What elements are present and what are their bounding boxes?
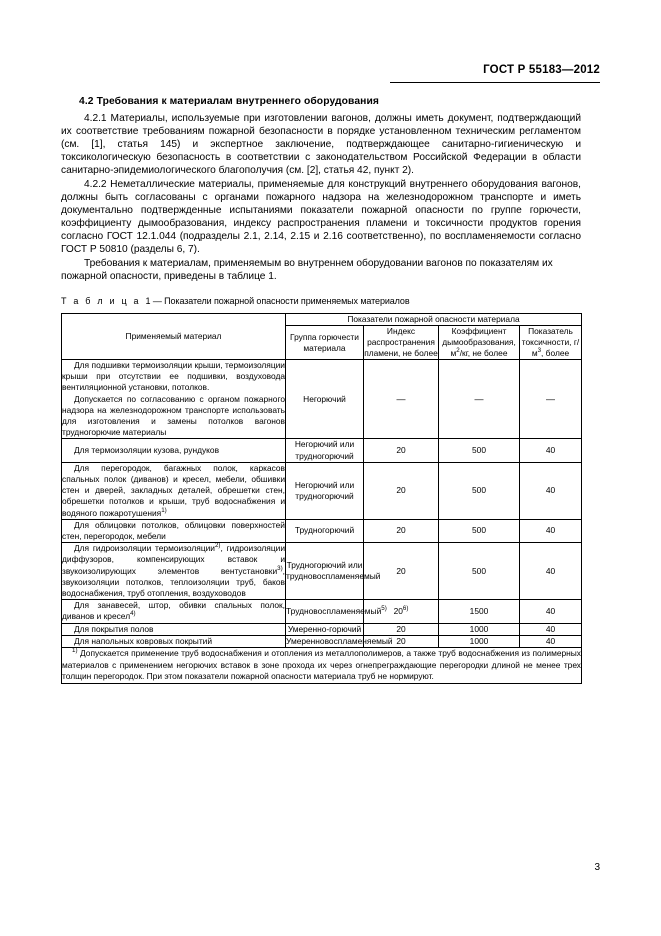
table-footnote [62,648,582,684]
cell-combustibility-group: Негорючий или трудногорючий [286,462,364,519]
cell-material [62,543,286,600]
table-footnote-row [62,648,582,684]
cell-combustibility-group: Трудногорючий [286,519,364,542]
standard-identifier: ГОСТ Р 55183—2012 [483,64,600,76]
footnote-paragraph [62,648,581,683]
cell-material [62,600,286,623]
cell-toxicity: 40 [520,462,582,519]
header-combustibility-group: Группа горючести материала [286,326,364,360]
table-caption-number: 1 [145,296,151,306]
material-text: Для гидроизоляции термоизоляции [74,543,215,554]
fire-hazard-table [61,313,582,684]
cell-smoke-coefficient: 500 [439,439,520,462]
material-text: Для занавесей, штор, обивки спальных полок, диванов и кресел [62,600,285,622]
cell-toxicity: 40 [520,635,582,647]
table-head [62,314,582,360]
cell-smoke-coefficient: 1000 [439,623,520,635]
cell-smoke-coefficient: 500 [439,543,520,600]
header-tox-line3: , более [541,348,570,358]
footnote-marker: 4) [130,610,136,618]
material-text-line: Для напольных ковровых покрытий [74,635,213,646]
table-row [62,439,582,462]
cell-material [62,439,286,462]
cell-combustibility-group: Умеренновоспламеняемый [286,635,393,646]
header-smoke-exponent: 2 [456,347,460,355]
cell-smoke-coefficient: 1500 [439,600,520,623]
material-text-line: Для облицовки потолков, облицовки поверхностей стен, перегородок, мебели [62,519,285,542]
header-flame-spread-index: Индекс распространения пламени, не более [364,326,438,358]
cell-toxicity: 40 [520,439,582,462]
cell-toxicity: — [520,360,582,439]
cell-material [62,623,286,635]
cell-material [62,519,286,542]
cell-flame-spread: — [364,360,439,439]
cell-combustibility-group: Негорючий [286,360,364,439]
cell-smoke-coefficient: — [439,360,520,439]
material-text-line [62,543,285,599]
cell-toxicity: 40 [520,519,582,542]
header-rule [390,82,600,83]
material-text-line: Для покрытия полов [74,623,154,634]
header-smoke-unit: м [450,348,457,358]
cell-flame-spread: 20 [364,543,439,600]
material-text-line [62,463,285,519]
cell-material [62,360,286,439]
table-row [62,543,582,600]
paragraph-table-ref: Требования к материалам, применяемым во внутреннем оборудовании вагонов по показателям их пожарной опасности, приведены в таблице 1. [61,258,553,283]
cell-material [62,462,286,519]
cell-smoke-coefficient: 500 [439,519,520,542]
table-caption [61,296,410,306]
material-text-line: Для подшивки термоизоляции крыши, термоизоляции крыши при отсутствии ее подшивки, воздуховода вентиляционной установки, потолков. [62,360,285,393]
table-body [62,360,582,684]
cell-toxicity: 40 [520,600,582,623]
cell-material [62,635,286,647]
material-text-line: Для термоизоляции кузова, рундуков [74,445,220,456]
header-smoke-line1: Коэффициент дымообразования, [442,326,516,347]
header-smoke-coefficient [439,326,520,360]
document-header [0,60,661,78]
footnote-marker: 3) [277,564,283,572]
cell-combustibility-group: Трудногорючий или трудновоспламеняемый [286,543,364,600]
footnote-text: Допускается применение труб водоснабжения и отопления из металлополимеров, а также труб водоснабжения из полимерных материалов с применением негорючих вставок в зоне прохода их через огнепреграждающие перегородки длиной не менее трех толщин перегородок. При этом показатели пожарной опасности материала труб не нормируют. [62,648,581,682]
cell-flame-spread: 20 [364,519,439,542]
table-row [62,519,582,542]
cell-combustibility-group: Умеренно-горючий [286,623,364,635]
material-text-line: Допускается по согласованию с органом пожарного надзора на железнодорожном транспорте использовать для изготовления и замены потолков вагонов трудногорючие материалы [62,393,285,438]
page-number: 3 [594,862,600,873]
footnote-marker: 5) [381,605,387,613]
table-row [62,600,582,623]
cell-smoke-coefficient: 500 [439,462,520,519]
table-caption-dash: — [152,296,162,306]
footnote-marker: 1) [161,506,167,514]
material-text: , гидроизоляции диффузоров, компенсирующих вставок и звукоизолирующих элементов вентустановки [62,543,285,576]
table-caption-label: Т а б л и ц а [61,296,141,306]
paragraph-4-2-2: 4.2.2 Неметаллические материалы, применяемые для конструкций внутреннего оборудования вагонов, должны быть согласованы с органами пожарного надзора на железнодорожном транспорте и иметь документально подтвержденные испытаниями показатели пожарной опасности по группе горючести, коэффициенту дымообразования, индексу распространения пламени и токсичности продуктов горения согласно ГОСТ 12.1.044 (подразделы 2.1, 2.14, 2.15 и 2.16 соответственно), по воспламеняемости согласно ГОСТ Р 50810 (разделы 6, 7). [61,178,581,256]
header-smoke-line3: /кг, не более [459,348,508,358]
cell-flame-spread: 20 [364,623,439,635]
header-toxicity-index [520,326,582,360]
header-tox-exponent: 3 [537,347,542,355]
header-group-span: Показатели пожарной опасности материала [286,314,582,326]
cell-smoke-coefficient: 1000 [439,635,520,647]
table-row [62,623,582,635]
header-tox-line1: Показатель токсичности, [521,326,573,347]
material-text-line [62,600,285,622]
cell-flame-spread: 20 [364,439,439,462]
group-text: Трудновоспламеняемый [286,605,382,616]
cell-flame-spread: 20 [364,462,439,519]
footnote-marker: 6) [402,605,409,613]
table-row [62,360,582,439]
page-title: 4.2 Требования к материалам внутреннего оборудования [79,96,380,107]
material-text: Для перегородок, багажных полок, каркасов спальных полок (диванов) и кресел, мебели, обшивки стен и дверей, закладных деталей, обрешетки стен, обрешетки потолков и крыши, труб водоснабжения и водяного пожаротушения [62,462,285,518]
material-text: , звукоизоляции потолков, теплоизоляции труб, баков водоснабжения, труб отопления, воздуховодов [62,565,285,599]
header-tox-unit: г/м [531,337,580,358]
table-row [62,462,582,519]
cell-combustibility-group [286,600,387,623]
cell-flame-spread: 20 [364,635,439,647]
flame-value: 20 [393,605,403,616]
table-row [62,635,582,647]
paragraph-4-2-1: 4.2.1 Материалы, используемые при изготовлении вагонов, должны иметь документ, подтверждающий их соответствие требованиям пожарной безопасности в порядке установленном техническим регламентом (см. [1], статья 145) и экспертное заключение, подтверждающее санитарно-гигиеническую и токсикологическую безопасность в соответствии с законодательством Российской Федерации в области санитарно-эпидемиологического благополучия (см. [2], статья 42, пункт 2). [61,113,581,177]
cell-combustibility-group: Негорючий или трудногорючий [286,439,364,462]
document-body [61,96,581,283]
cell-toxicity: 40 [520,623,582,635]
footnote-marker: 1) [72,647,78,655]
table-header-row-1 [62,314,582,326]
table-caption-title: Показатели пожарной опасности применяемых материалов [164,296,410,306]
cell-toxicity: 40 [520,543,582,600]
header-material: Применяемый материал [62,314,286,360]
footnote-marker: 2) [214,542,221,550]
